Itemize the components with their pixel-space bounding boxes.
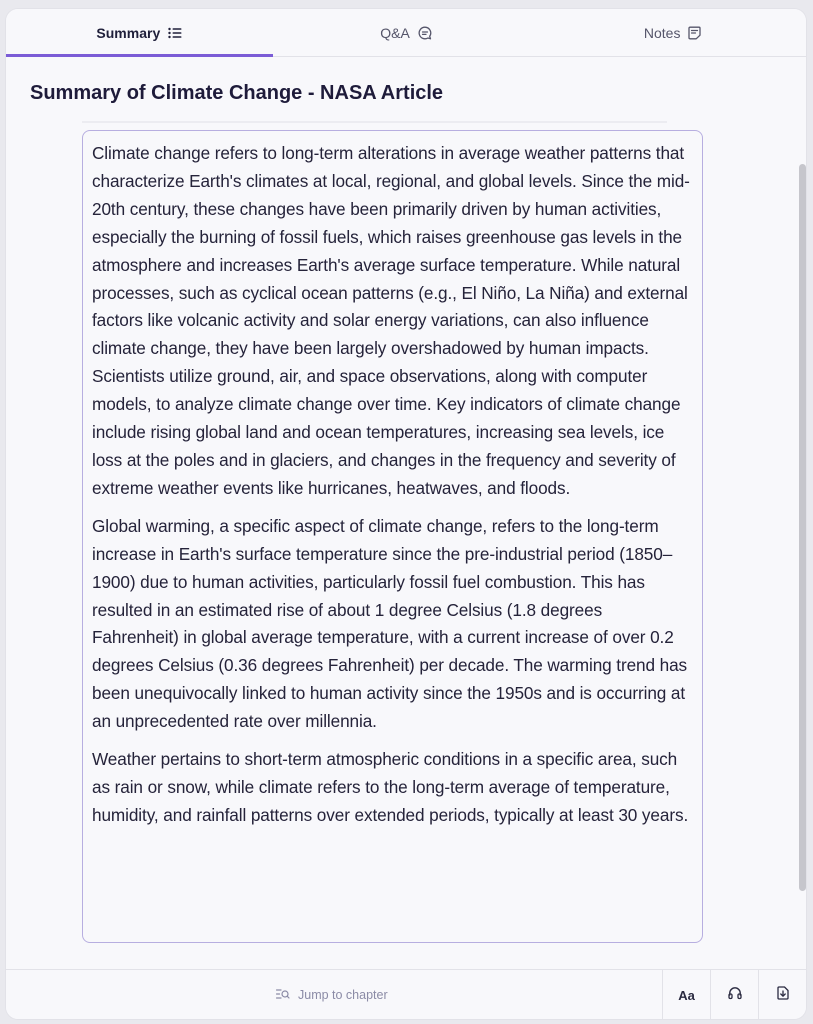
chapter-search-icon	[276, 988, 290, 1003]
font-size-button[interactable]	[662, 970, 710, 1019]
download-button[interactable]	[758, 970, 806, 1019]
bottom-toolbar	[6, 969, 806, 1019]
download-icon	[777, 986, 789, 1005]
chat-icon	[418, 26, 432, 40]
font-size-icon: Aa	[678, 987, 695, 1003]
summary-text-box[interactable]	[82, 130, 703, 943]
tab-notes-label: Notes	[643, 24, 681, 41]
tab-qa-label: Q&A	[380, 24, 410, 41]
list-icon	[168, 27, 182, 39]
tab-summary-label: Summary	[96, 24, 161, 41]
summary-panel	[6, 9, 806, 1019]
summary-paragraph: Global warming, a specific aspect of climate change, refers to the long-term increase in Earth's surface temperature since the pre-industrial period (1850–1900) due to human activities, particularly fossil fuel combustion. This has resulted in an estimated rise of about 1 degree Celsius (1.8 degrees Fahrenheit) in global average temperature, with a current increase of over 0.2 degrees Celsius (0.36 degrees Fahrenheit) per decade. The warming trend has been unequivocally linked to human activity since the 1950s and is occurring at an unprecedented rate over millennia.	[92, 515, 688, 732]
note-icon	[688, 26, 701, 40]
tab-qa[interactable]	[273, 9, 540, 56]
headphones-icon	[728, 986, 742, 1005]
jump-to-chapter-label: Jump to chapter	[298, 988, 388, 1002]
title-divider	[82, 121, 667, 123]
tab-bar	[6, 9, 806, 57]
scrollbar[interactable]	[799, 164, 806, 891]
listen-button[interactable]	[710, 970, 758, 1019]
page-title: Summary of Climate Change - NASA Article	[30, 82, 444, 104]
tab-notes[interactable]	[539, 9, 806, 56]
jump-to-chapter-button[interactable]	[276, 970, 388, 1019]
tab-summary[interactable]	[6, 9, 273, 56]
summary-paragraph: Climate change refers to long-term alterations in average weather patterns that characterize Earth's climates at local, regional, and global levels. Since the mid-20th century, these changes have been primarily driven by human activities, especially the burning of fossil fuels, which raises greenhouse gas levels in the atmosphere and increases Earth's average surface temperature. While natural processes, such as cyclical ocean patterns (e.g., El Niño, La Niña) and external factors like volcanic activity and solar energy variations, can also influence climate change, they have been largely overshadowed by human impacts. Scientists utilize ground, air, and space observations, along with computer models, to analyze climate change over time. Key indicators of climate change include rising global land and ocean temperatures, increasing sea levels, ice loss at the poles and in glaciers, and changes in the frequency and severity of extreme weather events like hurricanes, heatwaves, and floods.	[92, 143, 690, 498]
summary-paragraph: Weather pertains to short-term atmospheric conditions in a specific area, such as rain or snow, while climate refers to the long-term average of temperature, humidity, and rainfall patterns over extended periods, typically at least 30 years.	[92, 749, 689, 825]
